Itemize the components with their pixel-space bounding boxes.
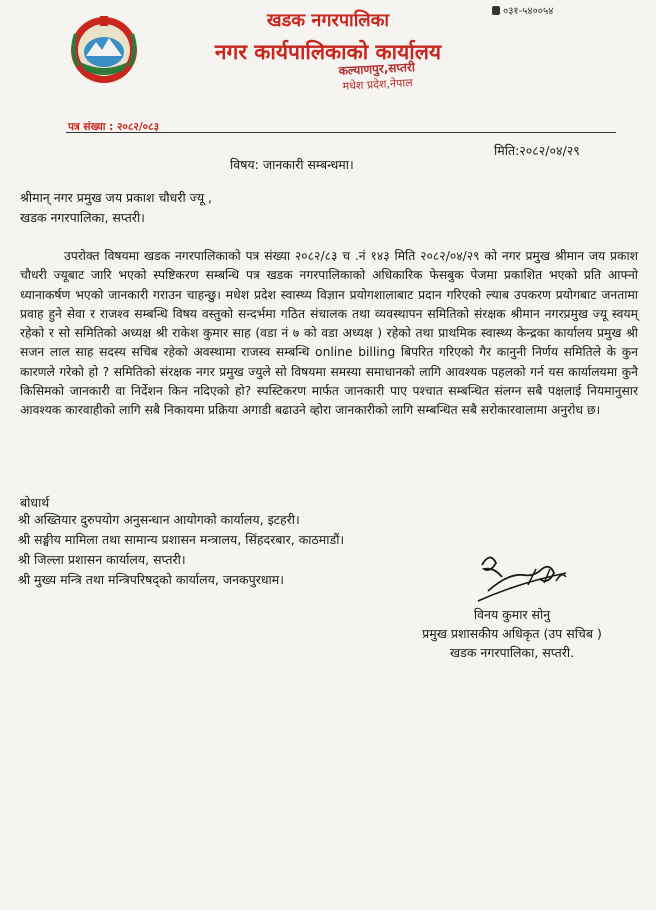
cc-item: श्री जिल्ला प्रशासन कार्यालय, सप्तरी। (18, 552, 186, 567)
cc-list (18, 510, 344, 590)
letter-body-text: उपरोक्त विषयमा खडक नगरपालिकाको पत्र संख्या २०८२/८३ च .नं १४३ मिति २०८२/०४/२९ को नगर प्रमुख श्रीमान जय प्रकाश चौधरी ज्यूबाट जारि भएको स्पष्टिकरण सम्बन्धि पत्र खडक नगरपालिकाको अधिकारिक फेसबुक पेजमा प्रकाशित भएको प्रति आफ्नो ध्यानाकर्षण भएको जानकारी गराउन चाहन्छु। मधेश प्रदेश स्वास्थ्य विज्ञान प्रयोगशालाबाट प्रदान गरिएको ल्याब उपकरण प्रयोगबाट जनतामा प्रवाह हुने सेवा र राजश्व सम्बन्धि विषय वस्तुको सन्दर्भमा गठित संचालक तथा व्यवस्थापन समितिको संरक्षक श्रीमान नगरप्रमुख ज्यू स्वयम् रहेको र सो समितिको अध्यक्ष श्री राकेश कुमार साह (वडा नं ७ को वडा अध्यक्ष ) रहेको तथा प्राथमिक स्वास्थ्य केन्द्रका कार्यालय प्रमुख श्री सजन लाल साह सदस्य सचिब रहेको अवस्थामा राजस्व सम्बन्धि online billing बिपरित गरिएको गैर कानुनी निर्णय समितिले के कुन कारणले गरेको हो ? समितिको संरक्षक नगर प्रमुख ज्युले सो विषयमा समस्या समाधानको लागि आवश्यक पहलको गर्न यस कार्यालयमा कुनै किसिमको जानकारी वा निर्देशन किन नदिएको हो? स्पस्टिकरण मार्फत जानकारी पाए पश्चात सम्बन्धित संलग्न सबै पक्षलाई नियमानुसार आवश्यक कारवाहीको लागि सबै निकायमा प्रक्रिया अगाडी बढाउने व्होरा जानकारीको लागि सम्बन्धित सबै सरोकारवालामा अनुरोध छ। (20, 249, 638, 418)
signatory-designation: प्रमुख प्रशासकीय अधिकृत (उप सचिब ) (422, 626, 602, 641)
signatory-office: खडक नगरपालिका, सप्तरी. (449, 645, 575, 660)
cc-item: श्री सङ्घीय मामिला तथा सामान्य प्रशासन मन्त्रालय, सिंहदरबार, काठमाडौं। (18, 532, 345, 547)
reference-number: पत्र संख्या : २०८२/०८३ (68, 121, 160, 133)
letterhead-municipality: खडक नगरपालिका (266, 10, 390, 31)
letter-body (20, 247, 638, 421)
letterhead-office: नगर कार्यपालिकाको कार्यालय (214, 40, 442, 64)
stamp-line-1: कल्याणपुर,सप्तरी (338, 60, 416, 79)
recipient-office: खडक नगरपालिका, सप्तरी। (20, 210, 145, 225)
cc-item: श्री मुख्य मन्त्रि तथा मन्त्रिपरिषद्को कार्यालय, जनकपुरधाम। (18, 572, 285, 587)
stamp-line-2: मधेश प्रदेश,नेपाल (342, 76, 413, 93)
header-divider (66, 132, 616, 133)
handwritten-signature (468, 543, 578, 613)
letter-subject: विषय: जानकारी सम्बन्धमा। (230, 157, 354, 172)
office-stamp (321, 59, 436, 125)
cc-heading: बोधार्थ (20, 495, 50, 510)
phone-number: ०३१-५४००५४ (492, 3, 553, 17)
signatory-block (392, 605, 632, 662)
signatory-name: विनय कुमार सोनु (473, 607, 551, 622)
letter-date: मिति:२०८२/०४/२९ (494, 143, 580, 158)
recipient-name: श्रीमान् नगर प्रमुख जय प्रकाश चौधरी ज्यू , (20, 190, 213, 205)
cc-item: श्री अख्तियार दुरुपयोग अनुसन्धान आयोगको कार्यालय, इटहरी। (18, 512, 300, 527)
